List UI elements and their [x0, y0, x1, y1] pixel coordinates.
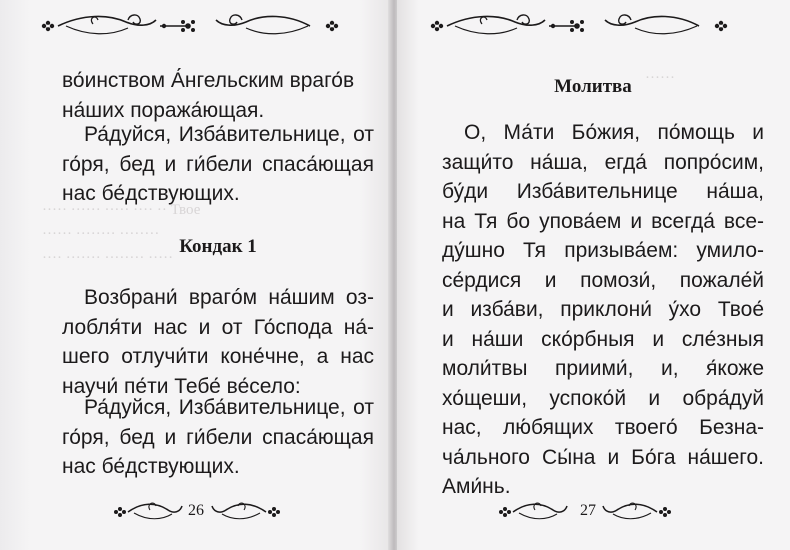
footpiece-ornament-left-a	[112, 500, 186, 524]
text-line: и на́ши ско́рбныя и сле́зныя	[442, 327, 764, 351]
footpiece-ornament-right-a	[497, 500, 571, 524]
section-heading-kondak: Кондак 1	[179, 236, 257, 257]
text-line: и изба́ви, приклони́ у́хо Твое́	[442, 298, 764, 321]
text-line: нас бе́дствующих.	[62, 182, 240, 205]
bleed-through-text: ······	[645, 70, 675, 86]
text-line: на́ших поража́ющая.	[62, 98, 265, 122]
section-heading-molitva: Молитва	[554, 76, 632, 97]
text-line: ча́льного Сы́на и Бо́га на́шего.	[442, 445, 764, 469]
text-line: нас, лю́бящих твоего́ Безна-	[442, 416, 764, 439]
page-number-right: 27	[580, 502, 596, 519]
text-line: хо́щеши, успоко́й и обра́дуй	[442, 386, 764, 410]
text-line: го́ря, бед и ги́бели спаса́ющая	[62, 152, 374, 176]
text-line: Ра́дуйся, Изба́вительнице, от	[84, 123, 374, 146]
headpiece-ornament-left	[38, 12, 340, 38]
text-line: бу́ди Изба́вительнице на́ша,	[442, 180, 764, 203]
left-refrain-2	[62, 393, 374, 482]
text-line: Ра́дуйся, Изба́вительнице, от	[84, 396, 374, 419]
text-line: на Тя бо упова́ем и всегда́ все-	[442, 209, 764, 233]
left-kontakion	[62, 283, 374, 401]
text-line: лобля́ти нас и от Го́спода на́-	[62, 315, 374, 339]
text-line: шего отлучи́ти коне́чне, а нас	[62, 345, 374, 368]
text-line: се́рдися и помози́, пожале́й	[442, 268, 764, 292]
text-line: моли́твы приими́, и, я́коже	[442, 357, 764, 380]
headpiece-ornament-right	[427, 12, 729, 38]
right-page	[397, 0, 790, 550]
bleed-through-text: ····· ······ ····· ···· ·· Твое ······ ········ ········ ···· ······· ········ ·····	[42, 202, 201, 266]
text-line: О, Ма́ти Бо́жия, по́мощь и	[464, 121, 764, 144]
left-refrain-1	[62, 120, 374, 209]
text-line: научи́ пе́ти Тебе́ ве́село:	[62, 374, 301, 398]
text-line: нас бе́дствующих.	[62, 455, 240, 478]
left-page	[0, 0, 392, 550]
text-line: Возбрани́ врагóм на́шим оз-	[84, 286, 374, 309]
text-line: го́ря, бед и ги́бели спаса́ющая	[62, 425, 374, 449]
footpiece-ornament-left-b	[208, 500, 282, 524]
text-line: защи́то на́ша, егда́ попро́сим,	[442, 150, 764, 174]
text-line: Ами́нь.	[442, 475, 511, 498]
text-line: ду́шно Тя призыва́ем: умило-	[442, 239, 764, 262]
right-prayer	[442, 118, 764, 502]
text-line: во́инством А́нгельским враго́в	[62, 69, 355, 92]
left-text-block	[62, 66, 374, 125]
page-number-left: 26	[188, 502, 204, 519]
footpiece-ornament-right-b	[599, 500, 673, 524]
